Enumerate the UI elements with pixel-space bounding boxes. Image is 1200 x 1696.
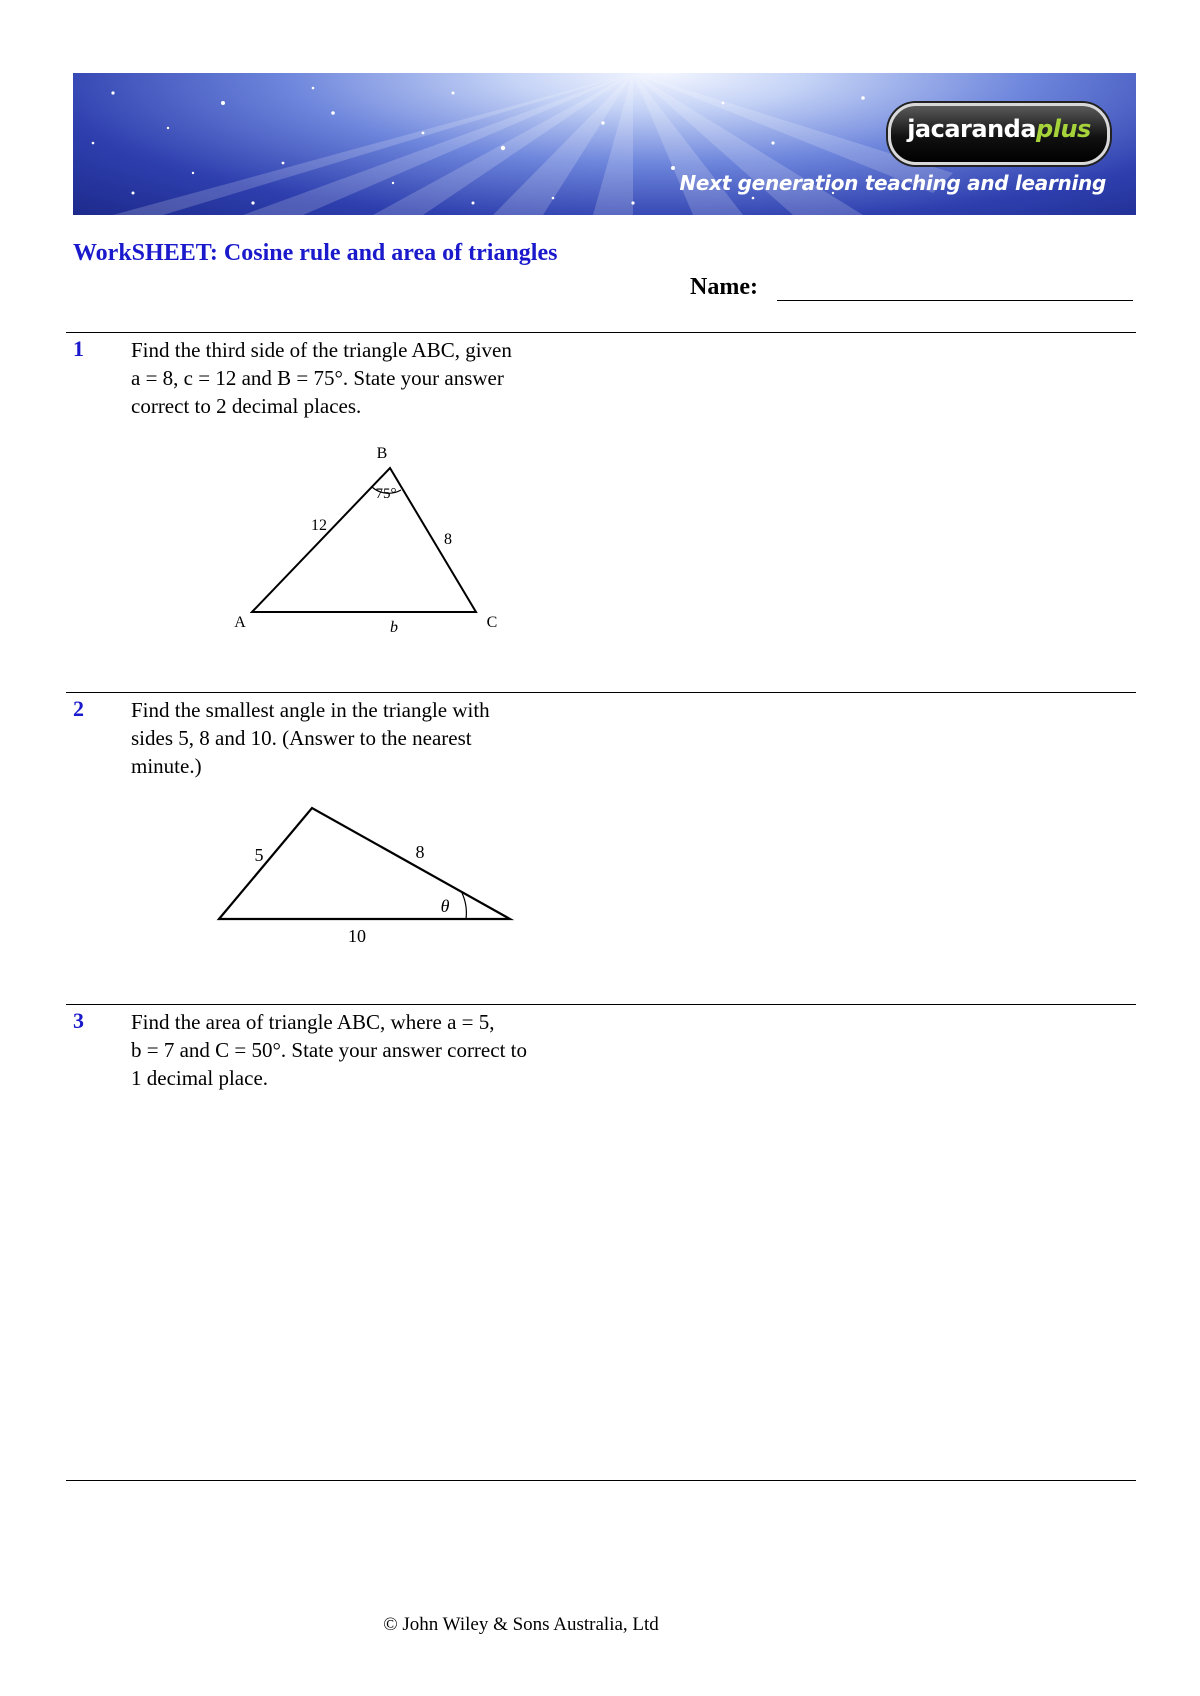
divider (66, 332, 1136, 333)
tagline: Next generation teaching and learning (679, 171, 1106, 195)
divider (66, 692, 1136, 693)
triangle-figure-2 (210, 795, 520, 955)
vertex-label-b: B (376, 445, 388, 462)
side-label-10: 10 (348, 926, 366, 946)
question-number: 3 (73, 1008, 84, 1033)
question-line: Find the smallest angle in the triangle with (131, 698, 490, 722)
divider (66, 1004, 1136, 1005)
copyright-text: © John Wiley & Sons Australia, Ltd (383, 1614, 659, 1635)
side-label-a: 8 (444, 531, 452, 548)
question-line: a = 8, c = 12 and B = 75°. State your answer (131, 366, 504, 390)
question-line: b = 7 and C = 50°. State your answer correct to (131, 1038, 527, 1062)
jacaranda-plus-logo (888, 103, 1110, 165)
question-line: Find the area of triangle ABC, where a = 5, (131, 1010, 495, 1034)
vertex-label-a: A (234, 614, 246, 631)
vertex-label-c: C (486, 614, 498, 631)
question-text (131, 1008, 611, 1092)
angle-label: 75° (375, 486, 397, 502)
logo-main-text: jacaranda (907, 115, 1037, 143)
worksheet-title: WorkSHEET: Cosine rule and area of triangles (73, 240, 558, 266)
question-line: Find the third side of the triangle ABC, given (131, 338, 512, 362)
name-blank-line[interactable] (777, 300, 1133, 301)
triangle-figure-1 (220, 440, 500, 640)
question-line: 1 decimal place. (131, 1066, 269, 1090)
divider (66, 1480, 1136, 1481)
question-text (131, 336, 611, 420)
question-line: correct to 2 decimal places. (131, 394, 362, 418)
question-line: minute.) (131, 754, 202, 778)
name-label: Name: (690, 274, 758, 300)
question-text (131, 696, 611, 780)
side-label-8: 8 (415, 842, 425, 862)
theta-angle-label: θ (440, 896, 450, 916)
header-banner (73, 73, 1136, 215)
side-label-c: 12 (311, 517, 327, 534)
question-line: sides 5, 8 and 10. (Answer to the nearest (131, 726, 472, 750)
logo-accent-text: plus (1036, 115, 1091, 143)
side-label-b: b (390, 619, 398, 636)
question-number: 2 (73, 696, 84, 721)
question-number: 1 (73, 336, 84, 361)
footer (0, 1614, 1200, 1636)
side-label-5: 5 (254, 845, 264, 865)
